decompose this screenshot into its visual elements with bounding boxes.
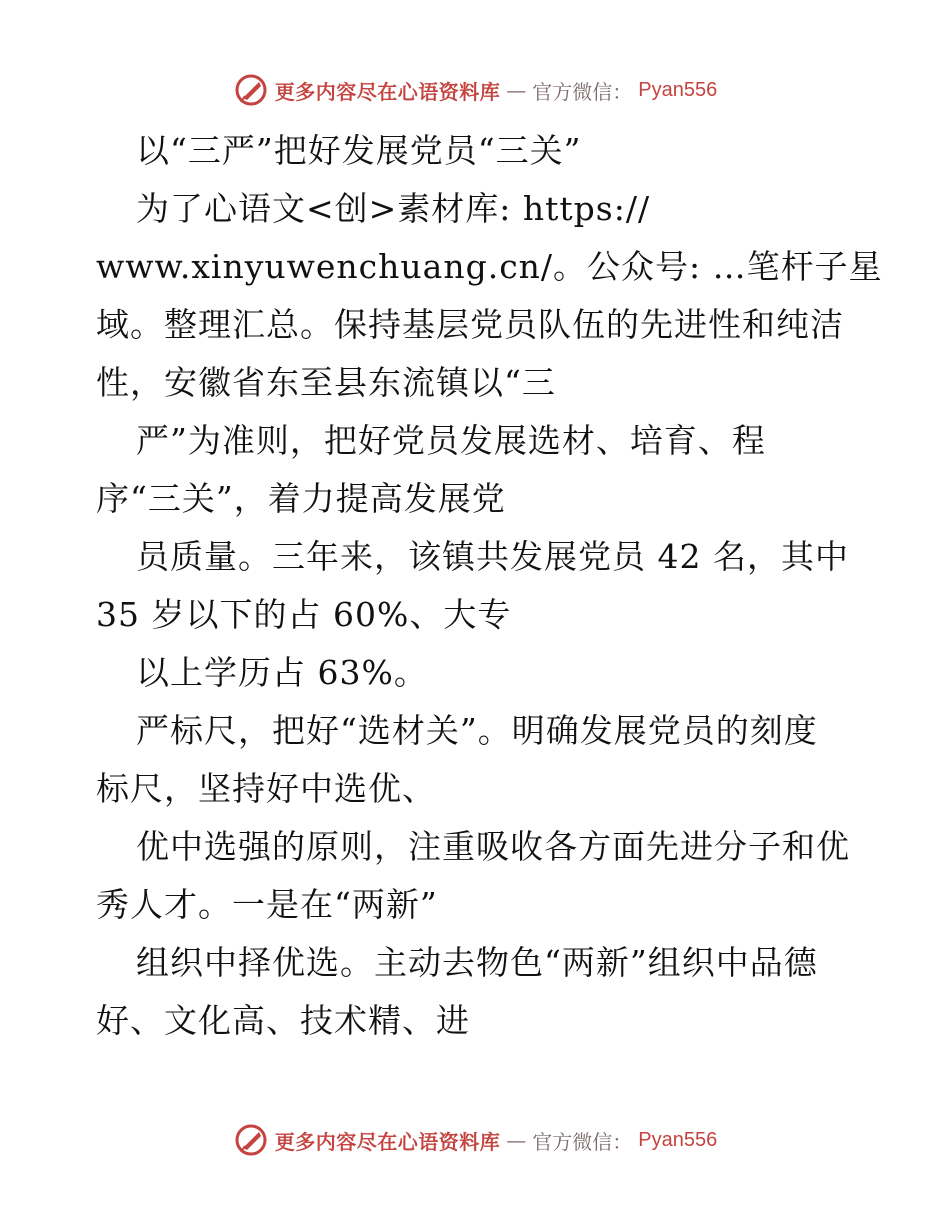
banner-wechat-id: Pyan556	[638, 1128, 718, 1151]
text-line: 秀人才。一是在“两新”	[96, 885, 438, 924]
banner-site-name: 更多内容尽在心语资料库	[274, 79, 501, 104]
text-line: 以“三严”把好发展党员“三关”	[136, 131, 582, 170]
quill-logo-icon	[233, 1122, 269, 1158]
text-line: www.xinyuwenchuang.cn/。公众号: …笔杆子星	[96, 247, 883, 286]
banner-wechat-label: 官方微信：	[532, 79, 633, 104]
banner-separator: —	[506, 1128, 527, 1152]
text-line: 好、文化高、技术精、进	[96, 1001, 470, 1040]
text-line: 序“三关”，着力提高发展党	[96, 479, 506, 518]
footer-banner	[0, 1120, 950, 1160]
text-line: 标尺，坚持好中选优、	[96, 769, 436, 808]
banner-site-name: 更多内容尽在心语资料库	[274, 1129, 501, 1154]
text-line: 严标尺，把好“选材关”。明确发展党员的刻度	[136, 711, 818, 750]
text-line: 域。整理汇总。保持基层党员队伍的先进性和纯洁	[96, 305, 844, 344]
text-line: 以上学历占 63%。	[136, 653, 428, 692]
text-line: 为了心语文<创>素材库: https://	[136, 189, 651, 228]
banner-wechat-id: Pyan556	[638, 78, 718, 101]
text-line: 优中选强的原则，注重吸收各方面先进分子和优	[136, 827, 850, 866]
quill-logo-icon	[233, 72, 269, 108]
text-line: 员质量。三年来，该镇共发展党员 42 名，其中	[136, 537, 849, 576]
banner-separator: —	[506, 78, 527, 102]
text-line: 严”为准则，把好党员发展选材、培育、程	[136, 421, 766, 460]
document-body	[96, 122, 883, 1050]
header-banner	[0, 70, 950, 110]
text-line: 组织中择优选。主动去物色“两新”组织中品德	[136, 943, 818, 982]
banner-wechat-label: 官方微信：	[532, 1129, 633, 1154]
text-line: 35 岁以下的占 60%、大专	[96, 595, 512, 634]
text-line: 性，安徽省东至县东流镇以“三	[96, 363, 556, 402]
